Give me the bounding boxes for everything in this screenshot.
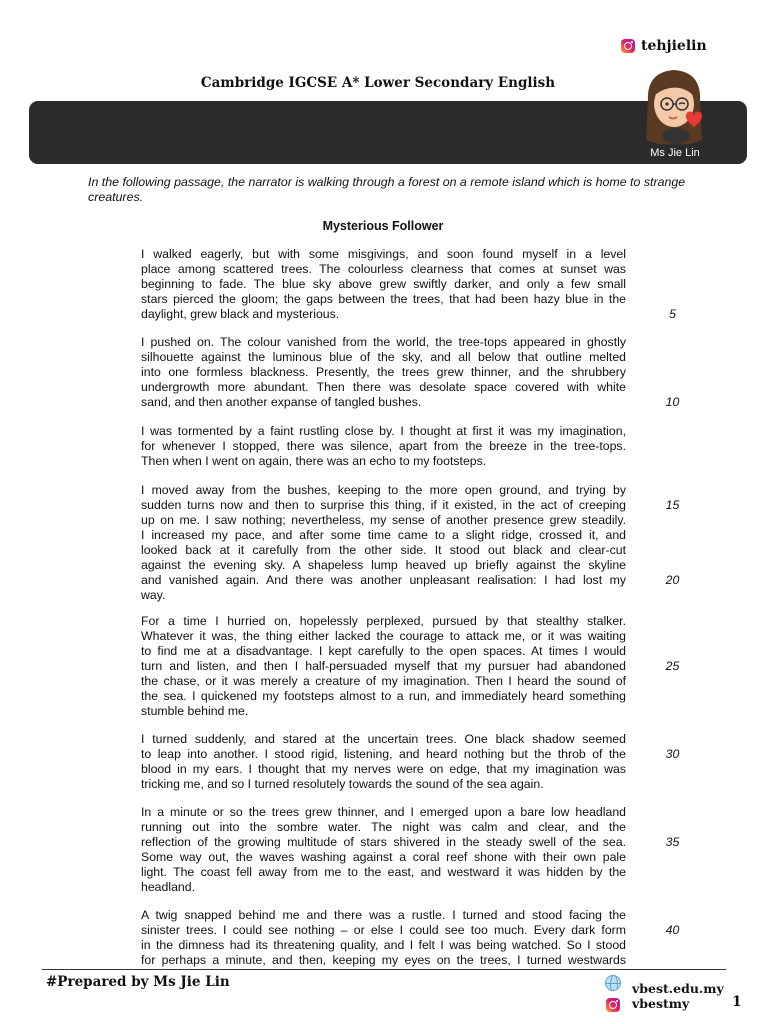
passage-line: way. (141, 588, 166, 602)
course-title: Cambridge IGCSE A* Lower Secondary English (200, 75, 556, 91)
passage-line: silhouette against the luminous blue of the sky, and all below that outline melted (141, 350, 626, 364)
instagram-icon (621, 39, 635, 53)
passage-line: into one formless blackness. Presently, the trees grew thinner, and the shrubbery (141, 365, 626, 379)
line-number: 10 (665, 395, 680, 409)
line-number: 40 (665, 923, 680, 937)
line-number: 15 (665, 498, 680, 512)
line-number: 5 (669, 307, 676, 321)
passage-title: Mysterious Follower (322, 219, 444, 233)
instagram-icon (606, 998, 620, 1012)
passage-line: up on me. I saw nothing; nevertheless, my sense of another presence grew steadily. (141, 513, 626, 527)
passage-line: beginning to fade. The blue sky above grew swiftly darker, and only a few small (141, 277, 626, 291)
passage-line: I was tormented by a faint rustling close by. I thought at first it was my imagination, (141, 424, 626, 438)
teacher-avatar (640, 62, 708, 146)
passage-line: light. The coast fell away from me to the east, and westward it was hidden by the (141, 865, 626, 879)
passage-line: turn and listen, and then I half-persuaded myself that my pursuer had abandoned (141, 659, 626, 673)
passage-line: and vanished again. And there was another unpleasant realisation: I had lost my (141, 573, 626, 587)
prepared-by: #Prepared by Ms Jie Lin (46, 974, 230, 990)
passage-line: for whenever I stopped, there was silence, apart from the breeze in the tree-tops. (141, 439, 626, 453)
line-number: 35 (665, 835, 680, 849)
passage-line: Then when I went on again, there was an echo to my footsteps. (141, 454, 487, 468)
instagram-handle-top[interactable] (621, 38, 707, 54)
passage-line: the sea. I quickened my footsteps almost to a run, and immediately heard something (141, 689, 626, 703)
passage-line: running out into the sombre water. The night was calm and clear, and the (141, 820, 626, 834)
passage-line: In a minute or so the trees grew thinner, and I emerged upon a bare low headland (141, 805, 626, 819)
passage-line: sand, and then another expanse of tangled bushes. (141, 395, 422, 409)
passage-line: tricking me, and so I turned resolutely towards the sound of the sea again. (141, 777, 544, 791)
passage-line: I walked eagerly, but with some misgivings, and soon found myself in a level (141, 247, 626, 261)
passage-line: I pushed on. The colour vanished from the world, the tree-tops appeared in ghostly (141, 335, 626, 349)
instagram-handle-text: tehjielin (641, 38, 707, 54)
website-link[interactable]: vbest.edu.my (632, 981, 724, 996)
passage-line: daylight, grew black and mysterious. (141, 307, 340, 321)
line-number: 30 (665, 747, 680, 761)
footer-divider (42, 969, 726, 970)
passage-line: place among scattered trees. The colourless clearness that comes at sunset was (141, 262, 626, 276)
passage-line: against the evening sky. A shapeless lump heaved up briefly against the skyline (141, 558, 626, 572)
passage-line: For a time I hurried on, hopelessly perplexed, pursued by that stealthy stalker. (141, 614, 626, 628)
globe-icon (605, 975, 621, 991)
passage-line: headland. (141, 880, 196, 894)
passage-line: I moved away from the bushes, keeping to the more open ground, and trying by (141, 483, 626, 497)
passage-line: the chase, or it was merely a creature of my imagination. Then I heard the sound of (141, 674, 626, 688)
instagram-link[interactable]: vbestmy (632, 996, 690, 1011)
passage-line: A twig snapped behind me and there was a rustle. I turned and stood facing the (141, 908, 626, 922)
passage-line: sudden turns now and then to surprise this thing, if it existed, in the act of creeping (141, 498, 626, 512)
passage-line: I turned suddenly, and stared at the uncertain trees. One black shadow seemed (141, 732, 626, 746)
page-number: 1 (732, 994, 742, 1010)
passage-intro: In the following passage, the narrator is walking through a forest on a remote island which is home to strange creatures. (88, 175, 686, 204)
passage-line: stumble behind me. (141, 704, 249, 718)
passage-line: blood in my ears. I thought that my nerves were on edge, that my imagination was (141, 762, 626, 776)
line-number: 20 (665, 573, 680, 587)
passage-line: sinister trees. I could see nothing – or else I could see too much. Every dark form (141, 923, 626, 937)
passage-line: I increased my pace, and after some time came to a slight ridge, crossed it, and (141, 528, 626, 542)
teacher-name: Ms Jie Lin (650, 147, 700, 159)
passage-line: stars pierced the gloom; the gaps between the trees, that had been hazy blue in the (141, 292, 626, 306)
passage-line: reflection of the growing multitude of stars shivered in the steady swell of the sea. (141, 835, 626, 849)
line-number: 25 (665, 659, 680, 673)
passage-line: looked back at it carefully from the other side. It stood out black and clear-cut (141, 543, 626, 557)
passage-line: for perhaps a minute, and then, keeping my eyes on the trees, I turned westwards (141, 953, 626, 967)
passage-line: in the dimness had its threatening quality, and I felt I was being watched. So I stood (141, 938, 626, 952)
passage-line: to leap into another. I stood rigid, listening, and heard nothing but the throb of the (141, 747, 626, 761)
passage-line: Whatever it was, the thing either lacked the courage to attack me, or it was waiting (141, 629, 626, 643)
passage-line: undergrowth more abundant. Then there was desolate space covered with white (141, 380, 626, 394)
passage-line: Some way out, the waves washing against a coral reef shone with their own pale (141, 850, 626, 864)
passage-line: to find me at a disadvantage. I kept carefully to the open spaces. At times I would (141, 644, 626, 658)
